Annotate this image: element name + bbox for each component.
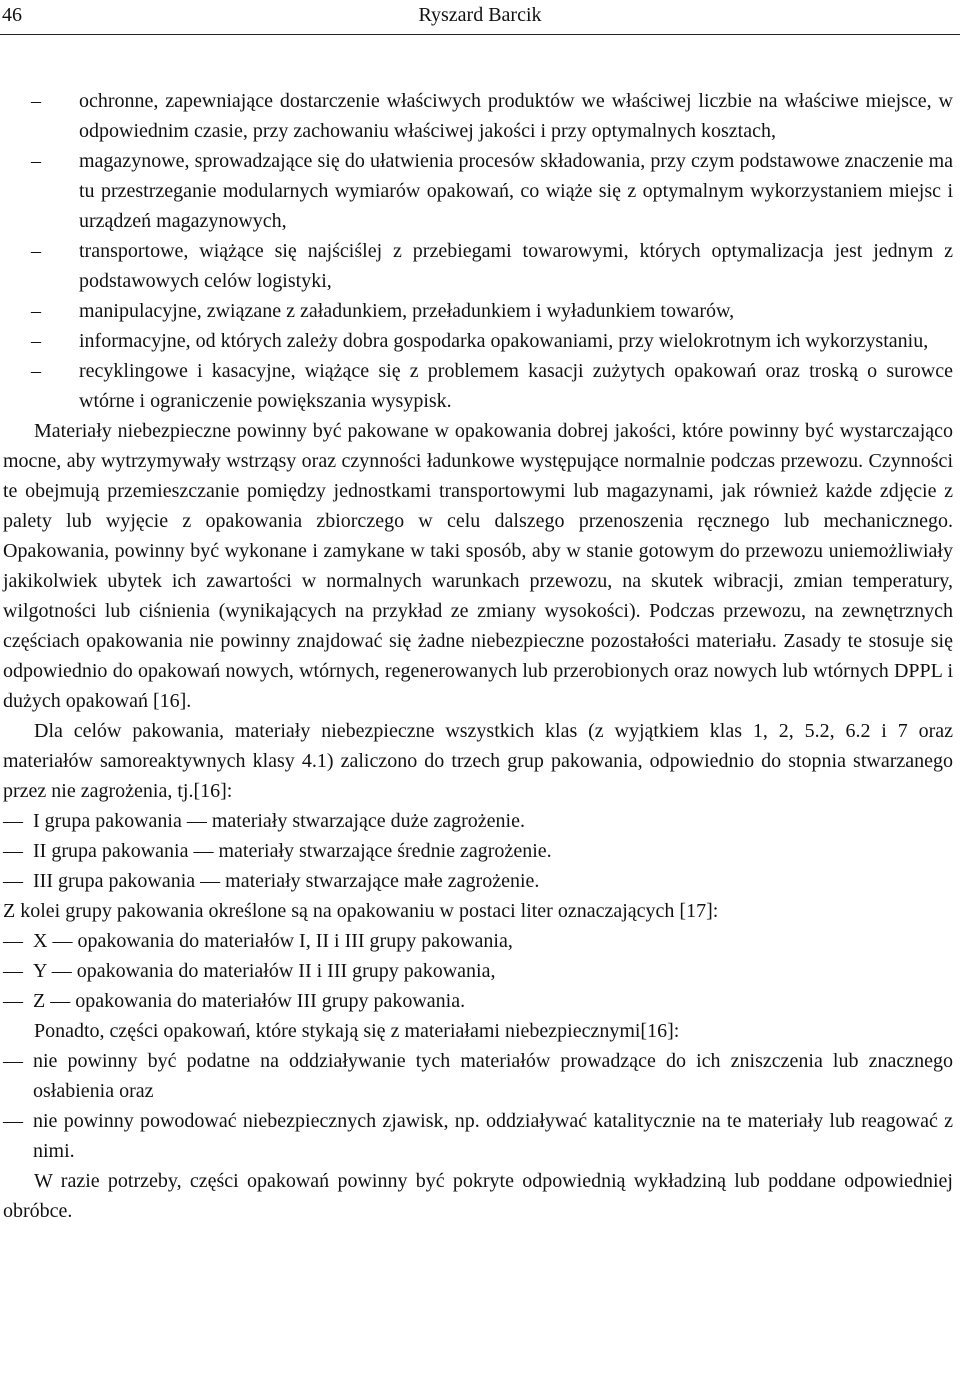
list-item: – ochronne, zapewniające dostarczenie właściwych produktów we właściwej liczbie na właściwe miejsce, w odpowiednim czasie, przy zachowaniu właściwej jakości i przy optymalnych kosztach, xyxy=(3,86,953,146)
list-item: — II grupa pakowania — materiały stwarzające średnie zagrożenie. xyxy=(3,836,953,866)
list-item: — Y — opakowania do materiałów II i III grupy pakowania, xyxy=(3,956,953,986)
list-item: – magazynowe, sprowadzające się do ułatwienia procesów składowania, przy czym podstawowe znaczenie ma tu przestrzeganie modularnych wymiarów opakowań, co wiąże się z optymalnym wykorzystaniem miejsc i urządzeń magazynowych, xyxy=(3,146,953,236)
paragraph-lining: W razie potrzeby, części opakowań powinny być pokryte odpowiednią wykładziną lub poddane odpowiedniej obróbce. xyxy=(3,1170,953,1222)
emdash-marker: — xyxy=(3,1050,23,1072)
list-item: — III grupa pakowania — materiały stwarzające małe zagrożenie. xyxy=(3,866,953,896)
dash-marker: – xyxy=(31,330,41,352)
list-item: — I grupa pakowania — materiały stwarzające duże zagrożenie. xyxy=(3,806,953,836)
dash-marker: – xyxy=(31,360,41,382)
list-item: — Z — opakowania do materiałów III grupy pakowania. xyxy=(3,986,953,1016)
emdash-marker: — xyxy=(3,870,23,892)
page-number: 46 xyxy=(2,4,22,26)
paragraph-packing-groups-intro: Dla celów pakowania, materiały niebezpieczne wszystkich klas (z wyjątkiem klas 1, 2, 5.2, 6.2 i 7 oraz materiałów samoreaktywnych klasy 4.1) zaliczono do trzech grup pakowania, odpowiednio do stopnia stwarzanego przez nie zagrożenia, tj.[16]: xyxy=(3,720,953,802)
emdash-marker: — xyxy=(3,990,23,1012)
page-body xyxy=(3,86,953,1226)
list-item: — nie powinny być podatne na oddziaływanie tych materiałów prowadzące do ich zniszczenia lub znacznego osłabienia oraz xyxy=(3,1046,953,1106)
emdash-marker: — xyxy=(3,930,23,952)
dash-marker: – xyxy=(31,150,41,172)
packing-groups-list xyxy=(3,806,953,896)
emdash-marker: — xyxy=(3,810,23,832)
emdash-marker: — xyxy=(3,840,23,862)
list-item: — nie powinny powodować niebezpiecznych zjawisk, np. oddziaływać katalitycznie na te materiały lub reagować z nimi. xyxy=(3,1106,953,1166)
emdash-marker: — xyxy=(3,960,23,982)
list-item: – manipulacyjne, związane z załadunkiem, przeładunkiem i wyładunkiem towarów, xyxy=(3,296,953,326)
contact-requirements-list xyxy=(3,1046,953,1166)
running-header xyxy=(0,0,960,35)
paragraph-contact-parts-intro: Ponadto, części opakowań, które stykają się z materiałami niebezpiecznymi[16]: xyxy=(34,1020,680,1042)
dash-marker: – xyxy=(31,90,41,112)
paragraph-letter-codes-intro: Z kolei grupy pakowania określone są na opakowaniu w postaci liter oznaczających [17]: xyxy=(3,900,719,922)
emdash-marker: — xyxy=(3,1110,23,1132)
dash-marker: – xyxy=(31,240,41,262)
list-item: – transportowe, wiążące się najściślej z przebiegami towarowymi, których optymalizacja jest jednym z podstawowych celów logistyki, xyxy=(3,236,953,296)
list-item: — X — opakowania do materiałów I, II i III grupy pakowania, xyxy=(3,926,953,956)
list-item: – recyklingowe i kasacyjne, wiążące się z problemem kasacji zużytych opakowań oraz troską o surowce wtórne i ograniczenie powiększania wysypisk. xyxy=(3,356,953,416)
letter-codes-list xyxy=(3,926,953,1016)
list-item: – informacyjne, od których zależy dobra gospodarka opakowaniami, przy wielokrotnym ich wykorzystaniu, xyxy=(3,326,953,356)
dash-marker: – xyxy=(31,300,41,322)
running-title: Ryszard Barcik xyxy=(418,4,542,26)
packaging-functions-list xyxy=(3,86,953,416)
paragraph-hazardous-packaging: Materiały niebezpieczne powinny być pakowane w opakowania dobrej jakości, które powinny być wystarczająco mocne, aby wytrzymywały wstrząsy oraz czynności ładunkowe występujące normalnie podczas przewozu. Czynności te obejmują przemieszczanie pomiędzy jednostkami transportowymi lub magazynami, jak również każde zdjęcie z palety lub wyjęcie z opakowania zbiorczego w celu dalszego przenoszenia ręcznego lub mechanicznego. Opakowania, powinny być wykonane i zamykane w taki sposób, aby w stanie gotowym do przewozu uniemożliwiały jakikolwiek ubytek ich zawartości w normalnych warunkach przewozu, na skutek wibracji, zmian temperatury, wilgotności lub ciśnienia (wynikających na przykład ze zmiany wysokości). Podczas przewozu, na zewnętrznych częściach opakowania nie powinny znajdować się żadne niebezpieczne pozostałości materiału. Zasady te stosuje się odpowiednio do opakowań nowych, wtórnych, regenerowanych lub przerobionych oraz nowych lub wtórnych DPPL i dużych opakowań [16]. xyxy=(3,420,953,712)
